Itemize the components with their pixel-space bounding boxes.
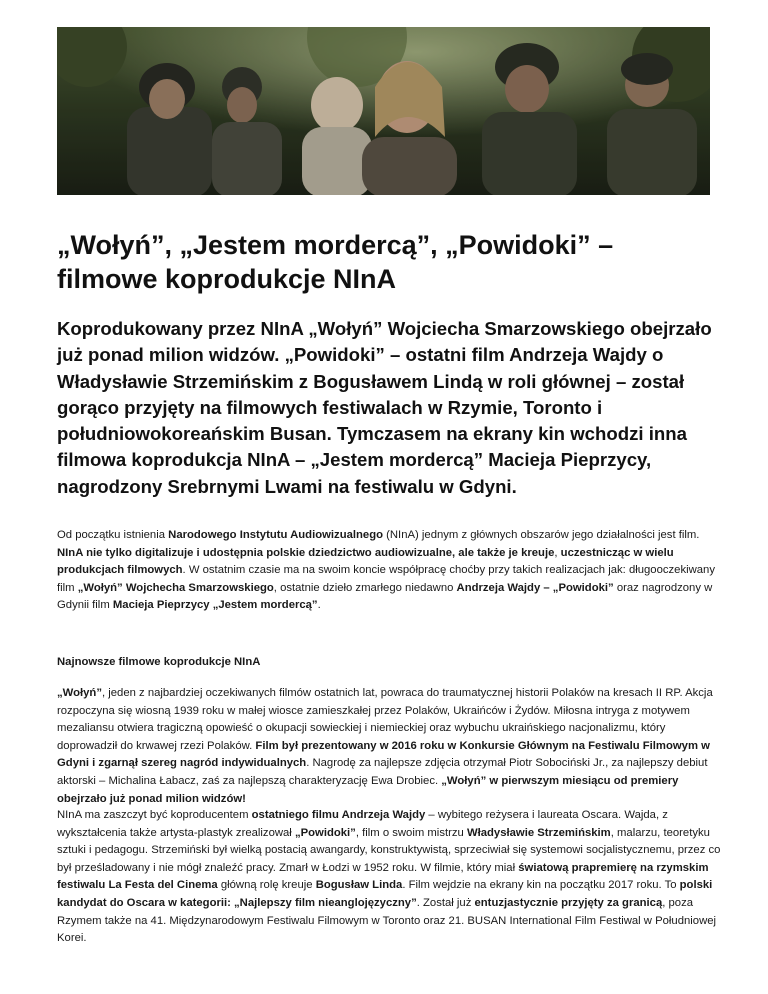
- body-text: . Nagrodę za najlepsze zdjęcia otrzymał Piotr Sobociński Jr., za najlepszy debiut aktorski – Michalina Łabacz, zaś za najlepszą charakteryzację Ewa Drobiec.: [57, 757, 708, 787]
- emphasis-text: Władysławie Strzemińskim: [466, 826, 611, 839]
- body-text: oraz nagrodzony w Gdynii film: [57, 581, 713, 612]
- body-text: , malarzu, teoretyku sztuki i pedagogu. Strzemiński był wielką postacią awangardy, konstruktywistą, sprzeciwiał się systemowi socjalistycznemu, przez co był prześladowany i nie mógł znaleźć pracy. Zmarł w Łodzi w 1952 roku. W filmie, który miał: [57, 826, 721, 874]
- emphasis-text: polski kandydat do Oscara w kategorii: „Najlepszy film nieanglojęzyczny”: [57, 879, 713, 909]
- hero-film-still: [57, 27, 710, 195]
- section-heading: Najnowsze filmowe koprodukcje NInA: [57, 656, 261, 668]
- body-text: , film o swoim mistrzu: [355, 826, 467, 839]
- emphasis-text: „Powidoki”: [294, 826, 356, 839]
- emphasis-text: ostatniego filmu Andrzeja Wajdy: [251, 809, 426, 821]
- emphasis-text: Narodowego Instytutu Audiowizualnego: [168, 529, 383, 541]
- body-text: . Został już: [416, 896, 475, 909]
- emphasis-text: NInA nie tylko digitalizuje i udostępnia polskie dziedzictwo audiowizualne, ale także je kreuje: [57, 546, 555, 559]
- body-text: . Film wejdzie na ekrany kin na początku 2017 roku. To: [402, 879, 680, 892]
- emphasis-text: Bogusław Linda: [315, 879, 403, 892]
- emphasis-text: światową prapremierę na rzymskim festiwalu La Festa del Cinema: [57, 861, 709, 892]
- body-text: NInA ma zaszczyt być koproducentem: [57, 809, 252, 821]
- emphasis-text: Andrzeja Wajdy – „Powidoki”: [456, 581, 614, 594]
- emphasis-text: Macieja Pieprzycy „Jestem mordercą”: [112, 599, 318, 612]
- emphasis-text: uczestnicząc w wielu produkcjach filmowych: [57, 546, 674, 577]
- body-text: ,: [554, 546, 561, 559]
- body-text: (NInA) jednym z głównych obszarów jego działalności jest film.: [383, 529, 700, 541]
- emphasis-text: „Wołyń” Wojchecha Smarzowskiego: [77, 581, 274, 594]
- intro-paragraph: [57, 527, 725, 615]
- emphasis-text: Film był prezentowany w 2016 roku w Konkursie Głównym na Festiwalu Filmowym w Gdyni i zgarnął szereg nagród indywidualnych: [57, 739, 710, 770]
- body-text: , poza Rzymem także na 41. Międzynarodowym Festiwalu Filmowym w Toronto oraz 21. BUSAN International Film Festiwal w Południowej Korei.: [57, 896, 717, 945]
- body-text: , jeden z najbardziej oczekiwanych filmów ostatnich lat, powraca do traumatycznej historii Polaków na kresach II RP. Akcja rozpoczyna się wiosną 1939 roku w małej wiosce zamieszkałej przez Polaków, Ukraińców i Żydów. Miłosna intryga z motywem mezaliansu otwiera tragiczną opowieść o okupacji sowieckiej i niemieckiej oraz wybuchu ukraińskiego nacjonalizmu, który doprowadził do krwawej rzezi Polaków.: [57, 687, 713, 752]
- body-text: .: [317, 599, 321, 612]
- body-text: główną rolę kreuje: [217, 879, 316, 892]
- body-text: – wybitego reżysera i laureata Oscara. Wajda, z wykształcenia także artysta-plastyk zrealizował: [57, 809, 668, 839]
- powidoki-paragraph: [57, 807, 725, 948]
- war-film-still-photo-icon: [57, 27, 710, 195]
- body-text: , ostatnie dzieło zmarłego niedawno: [273, 581, 457, 594]
- lead-paragraph: Koprodukowany przez NInA „Wołyń” Wojciecha Smarzowskiego obejrzało już ponad milion widzów. „Powidoki” – ostatni film Andrzeja Wajdy o Władysławie Strzemińskim z Bogusławem Lindą w roli głównej – został gorąco przyjęty na filmowych festiwalach w Rzymie, Toronto i południowokoreańskim Busan. Tymczasem na ekrany kin wchodzi inna filmowa koprodukcja NInA – „Jestem mordercą” Macieja Pieprzycy, nagrodzony Srebrnymi Lwami na festiwalu w Gdyni.: [57, 318, 712, 497]
- page-title: „Wołyń”, „Jestem mordercą”, „Powidoki” – filmowe koprodukcje NInA: [57, 230, 614, 294]
- emphasis-text: entuzjastycznie przyjęty za granicą: [474, 896, 663, 909]
- body-text: Od początku istnienia: [57, 529, 169, 541]
- body-text: . W ostatnim czasie ma na swoim koncie współpracę choćby przy takich realizacjach jak: długooczekiwany film: [57, 564, 715, 594]
- emphasis-text: „Wołyń”: [57, 687, 102, 699]
- wolyn-paragraph: [57, 685, 725, 808]
- emphasis-text: „Wołyń” w pierwszym miesiącu od premiery obejrzało już ponad milion widzów!: [57, 774, 679, 805]
